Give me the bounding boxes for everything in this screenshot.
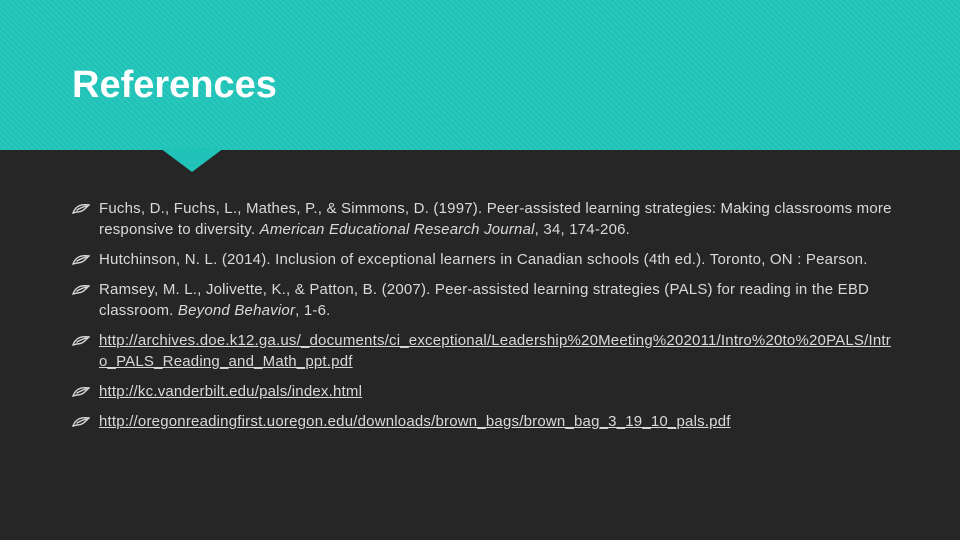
reference-journal: American Educational Research Journal bbox=[259, 221, 535, 238]
reference-text-end: , 34, 174-206. bbox=[534, 221, 631, 238]
reference-item bbox=[72, 330, 892, 372]
reference-list bbox=[72, 198, 892, 432]
leaf-bullet-icon bbox=[72, 203, 90, 215]
slide-title: References bbox=[72, 64, 277, 106]
reference-link-pals-intro[interactable]: http://archives.doe.k12.ga.us/_documents/ci_exceptional/Leadership%20Meeting%202011/Intro%20to%20PALS/Intro_PALS_Reading_and_Math_ppt.pdf bbox=[99, 332, 891, 370]
reference-item bbox=[72, 249, 892, 270]
leaf-bullet-icon bbox=[72, 386, 90, 398]
leaf-bullet-icon bbox=[72, 254, 90, 266]
reference-journal: Beyond Behavior bbox=[177, 302, 296, 319]
reference-item bbox=[72, 198, 892, 240]
reference-text: Fuchs, D., Fuchs, L., Mathes, P., & Simmons, D. (1997). Peer-assisted learning strategies: Making classrooms more responsive to diversity. bbox=[99, 200, 892, 238]
reference-link-vanderbilt[interactable]: http://kc.vanderbilt.edu/pals/index.html bbox=[99, 383, 363, 400]
reference-item bbox=[72, 411, 892, 432]
leaf-bullet-icon bbox=[72, 335, 90, 347]
reference-text-end: , 1-6. bbox=[295, 302, 331, 319]
reference-item bbox=[72, 279, 892, 321]
reference-text: Ramsey, M. L., Jolivette, K., & Patton, B. (2007). Peer-assisted learning strategies (PALS) for reading in the EBD classroom. bbox=[99, 281, 870, 319]
title-banner-notch bbox=[160, 148, 224, 172]
leaf-bullet-icon bbox=[72, 416, 90, 428]
reference-text: Hutchinson, N. L. (2014). Inclusion of exceptional learners in Canadian schools (4th ed.). Toronto, ON : Pearson. bbox=[99, 251, 868, 268]
leaf-bullet-icon bbox=[72, 284, 90, 296]
reference-item bbox=[72, 381, 892, 402]
reference-link-oregon[interactable]: http://oregonreadingfirst.uoregon.edu/downloads/brown_bags/brown_bag_3_19_10_pals.pdf bbox=[99, 413, 731, 430]
